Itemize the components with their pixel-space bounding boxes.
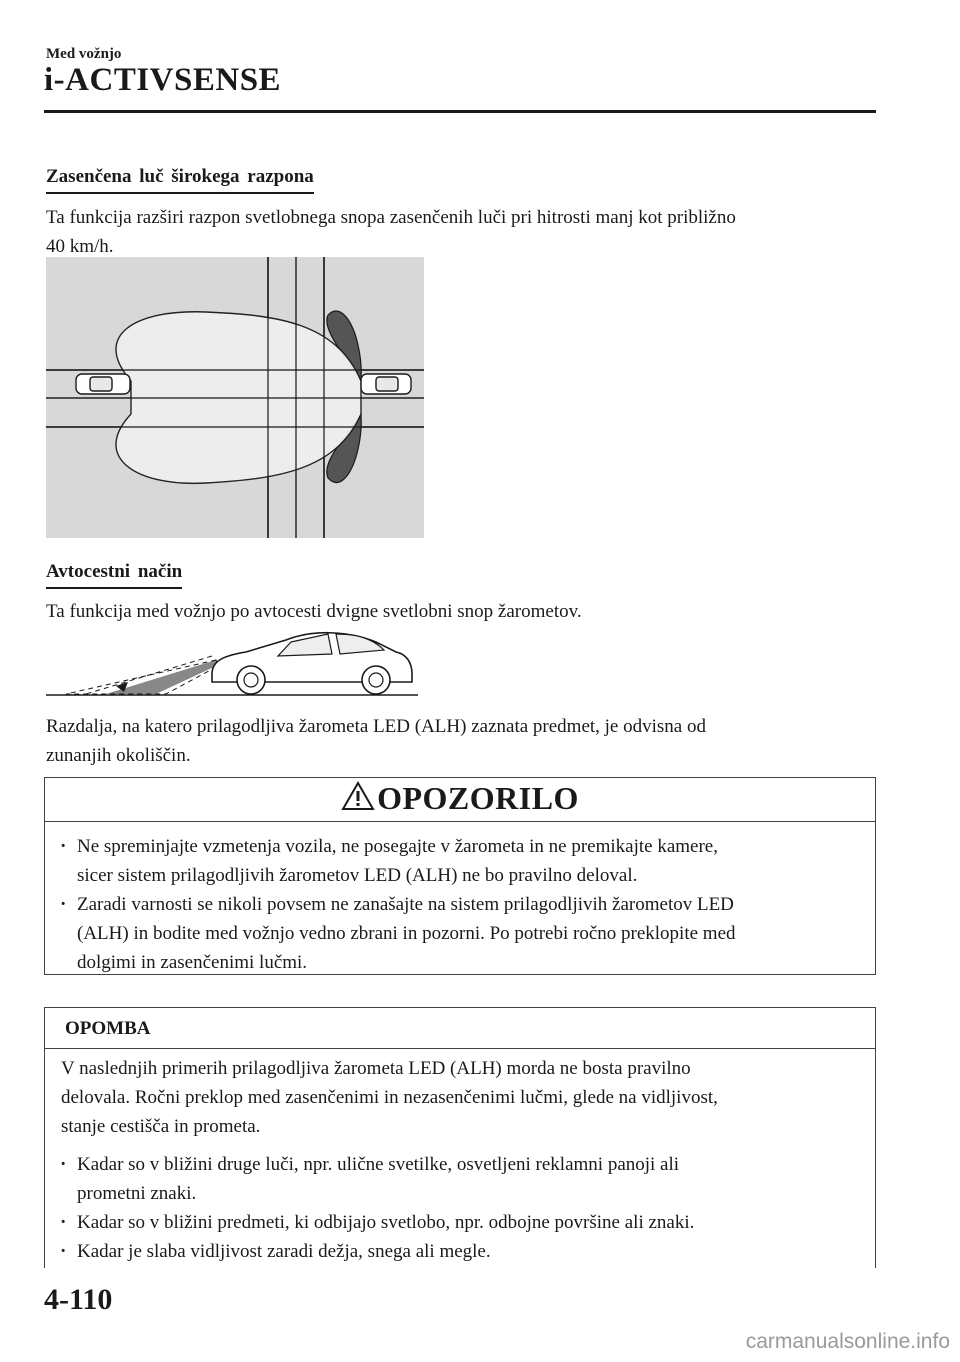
note-item: · Kadar je slaba vidljivost zaradi dežja, snega ali megle. — [45, 1237, 875, 1266]
wide-beam-illustration — [46, 257, 424, 538]
warning-icon — [341, 781, 375, 811]
note-box — [44, 1007, 876, 1268]
watermark: carmanualsonline.info — [745, 1330, 950, 1353]
wide-beam-text: Ta funkcija razširi razpon svetlobnega snopa zasenčenih luči pri hitrosti manj kot približno 40 km/h. — [46, 207, 736, 257]
highway-text: Ta funkcija med vožnjo po avtocesti dvigne svetlobni snop žarometov. — [46, 601, 582, 622]
distance-text: Razdalja, na katero prilagodljiva žarometa LED (ALH) zaznata predmet, je odvisna od zunanjih okoliščin. — [46, 716, 706, 766]
warning-title: OPOZORILO — [377, 780, 579, 816]
warning-header — [45, 778, 875, 822]
note-title: OPOMBA — [65, 1018, 151, 1039]
highway-illustration — [46, 620, 420, 698]
note-item: · Kadar so v bližini predmeti, ki odbijajo svetlobo, npr. odbojne površine ali znaki. — [45, 1208, 875, 1237]
note-header — [45, 1008, 875, 1049]
note-intro: V naslednjih primerih prilagodljiva žarometa LED (ALH) morda ne bosta pravilno delovala. Ročni preklop med zasenčenimi in nezasenčenimi lučmi, glede na vidljivost, stanje cestišča in prometa. — [61, 1058, 718, 1137]
warning-box — [44, 777, 876, 975]
wide-beam-heading: Zasenčena luč širokega razpona — [46, 166, 314, 194]
chapter-title: i-ACTIVSENSE — [44, 62, 282, 98]
page-number: 4-110 — [44, 1283, 113, 1316]
warning-item: · Zaradi varnosti se nikoli povsem ne zanašajte na sistem prilagodljivih žarometov LED (ALH) in bodite med vožnjo vedno zbrani in pozorni. Po potrebi ročno preklopite med dolgimi in zasenčenimi lučmi. — [45, 890, 875, 977]
header-rule — [44, 110, 876, 113]
note-item: · Kadar so v bližini druge luči, npr. ulične svetilke, osvetljeni reklamni panoji ali prometni znaki. — [45, 1150, 875, 1208]
highway-heading: Avtocestni način — [46, 561, 182, 589]
warning-item: · Ne spreminjajte vzmetenja vozila, ne posegajte v žarometa in ne premikajte kamere, sicer sistem prilagodljivih žarometov LED (ALH) ne bo pravilno deloval. — [45, 832, 875, 890]
section-label: Med vožnjo — [46, 46, 122, 62]
